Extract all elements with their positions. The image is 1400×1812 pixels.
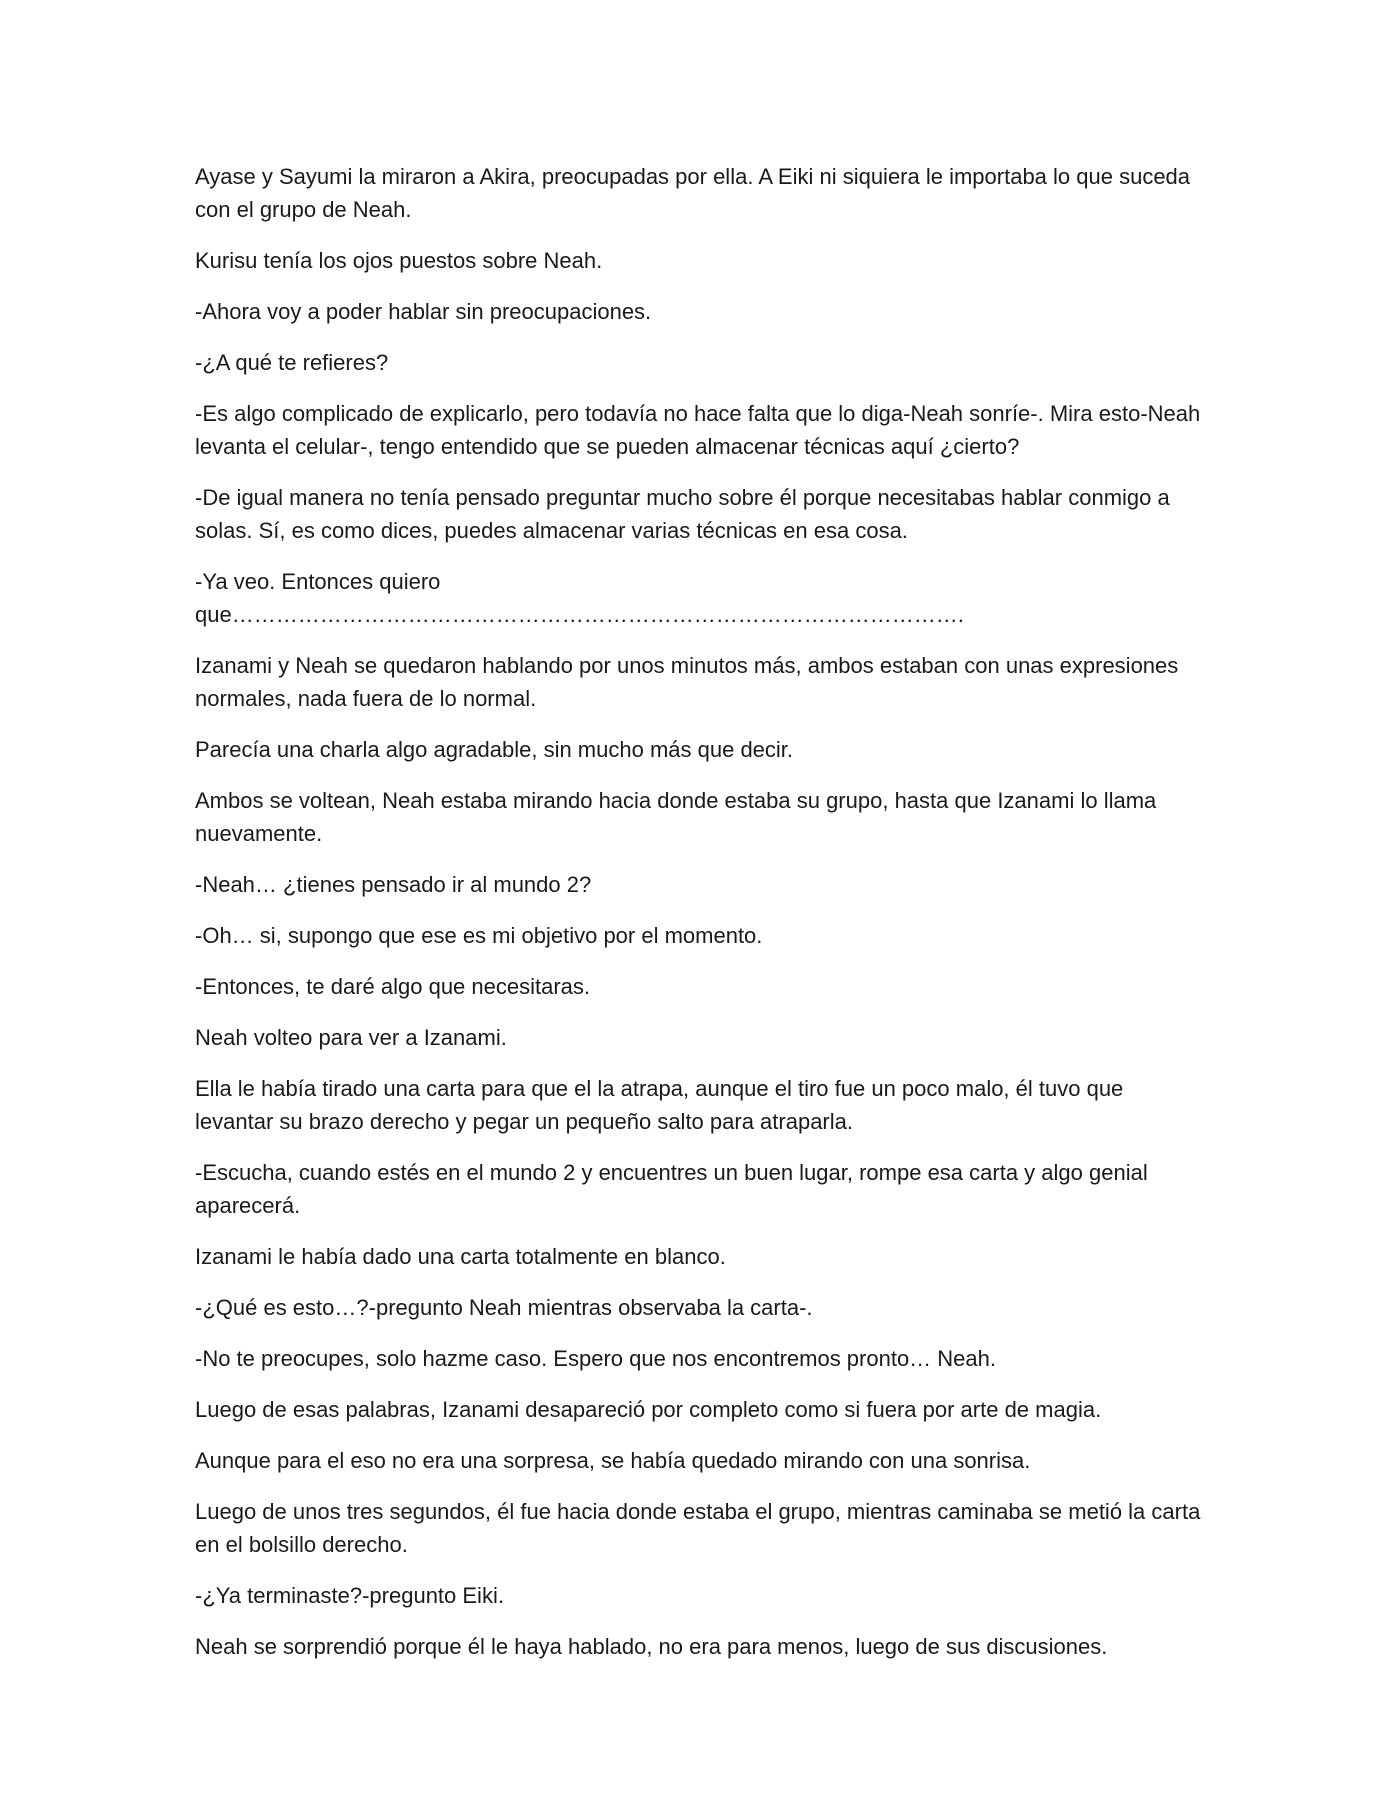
paragraph: Neah volteo para ver a Izanami. <box>195 1025 507 1050</box>
paragraph: Ambos se voltean, Neah estaba mirando hacia donde estaba su grupo, hasta que Izanami lo llama nuevamente. <box>195 788 1163 846</box>
paragraph: -Entonces, te daré algo que necesitaras. <box>195 974 591 999</box>
paragraph: -Ahora voy a poder hablar sin preocupaciones. <box>195 299 652 324</box>
paragraph: -No te preocupes, solo hazme caso. Espero que nos encontremos pronto… Neah. <box>195 1346 997 1371</box>
paragraph: Izanami y Neah se quedaron hablando por unos minutos más, ambos estaban con unas expresiones normales, nada fuera de lo normal. <box>195 653 1185 711</box>
paragraph: Ella le había tirado una carta para que el la atrapa, aunque el tiro fue un poco malo, él tuvo que levantar su brazo derecho y pegar un pequeño salto para atraparla. <box>195 1076 1130 1134</box>
paragraph: -De igual manera no tenía pensado preguntar mucho sobre él porque necesitabas hablar conmigo a solas. Sí, es como dices, puedes almacenar varias técnicas en esa cosa. <box>195 485 1176 543</box>
paragraph: Aunque para el eso no era una sorpresa, se había quedado mirando con una sonrisa. <box>195 1448 1031 1473</box>
paragraph: Luego de esas palabras, Izanami desapareció por completo como si fuera por arte de magia. <box>195 1397 1102 1422</box>
paragraph: -Oh… si, supongo que ese es mi objetivo por el momento. <box>195 923 763 948</box>
paragraph: -Neah… ¿tienes pensado ir al mundo 2? <box>195 872 592 897</box>
paragraph: Luego de unos tres segundos, él fue hacia donde estaba el grupo, mientras caminaba se metió la carta en el bolsillo derecho. <box>195 1499 1207 1557</box>
paragraph: Izanami le había dado una carta totalmente en blanco. <box>195 1244 726 1269</box>
paragraph: Parecía una charla algo agradable, sin mucho más que decir. <box>195 737 794 762</box>
paragraph: Ayase y Sayumi la miraron a Akira, preocupadas por ella. A Eiki ni siquiera le importaba lo que suceda con el grupo de Neah. <box>195 164 1197 222</box>
paragraph: -Escucha, cuando estés en el mundo 2 y encuentres un buen lugar, rompe esa carta y algo genial aparecerá. <box>195 1160 1154 1218</box>
paragraph: -¿A qué te refieres? <box>195 350 389 375</box>
paragraph: -¿Qué es esto…?-pregunto Neah mientras observaba la carta-. <box>195 1295 813 1320</box>
paragraph: -Ya veo. Entonces quiero que………………………………………………………………………………………. <box>195 569 964 627</box>
paragraph: -Es algo complicado de explicarlo, pero todavía no hace falta que lo diga-Neah sonríe-. Mira esto-Neah levanta el celular-, tengo entendido que se pueden almacenar técnicas aquí ¿cierto? <box>195 401 1207 459</box>
paragraph: -¿Ya terminaste?-pregunto Eiki. <box>195 1583 504 1608</box>
document-body <box>195 160 1205 1681</box>
paragraph: Neah se sorprendió porque él le haya hablado, no era para menos, luego de sus discusiones. <box>195 1634 1108 1659</box>
paragraph: Kurisu tenía los ojos puestos sobre Neah. <box>195 248 603 273</box>
